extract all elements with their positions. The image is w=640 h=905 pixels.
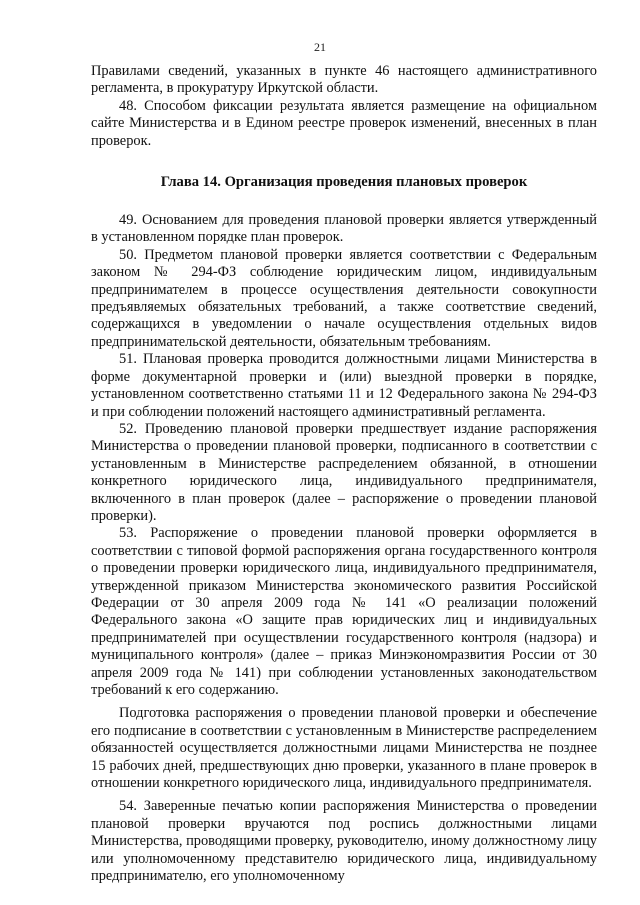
paragraph-50: 50. Предметом плановой проверки является соответствии с Федеральным законом № 294-ФЗ соблюдение юридическим лицом, индивидуальным предпринимателем в процессе осуществления деятельности совокупности предъявляемых обязательных требований, а также соответствие сведений, содержащихся в уведомлении о начале осуществления отдельных видов предпринимательской деятельности, обязательным требованиям. bbox=[91, 246, 597, 350]
paragraph-continuation: Правилами сведений, указанных в пункте 46 настоящего административного регламента, в прокуратуру Иркутской области. bbox=[91, 63, 597, 97]
paragraph-52: 52. Проведению плановой проверки предшествует издание распоряжения Министерства о проведении плановой проверки, подписанного в соответствии с установленным в Министерстве распределением обязанной, в отношении конкретного юридического лица, индивидуального предпринимателя, включенного в план проверок (далее – распоряжение о проведении плановой проверки). bbox=[91, 420, 597, 524]
chapter-heading: Глава 14. Организация проведения плановых проверок bbox=[160, 174, 528, 191]
paragraph-53-continued: Подготовка распоряжения о проведении плановой проверки и обеспечение его подписание в соответствии с установленным в Министерстве распределением обязанностей осуществляется должностными лицами Министерства не позднее 15 рабочих дней, предшествующих дню проверки, указанного в плане проверок в отношении конкретного юридического лица, индивидуального предпринимателя. bbox=[91, 705, 597, 792]
page-number: 21 bbox=[314, 40, 326, 54]
document-body bbox=[91, 63, 597, 885]
paragraph-51: 51. Плановая проверка проводится должностными лицами Министерства в форме документарной проверки и (или) выездной проверки в порядке, установленном соответственно статьями 11 и 12 Федерального закона № 294-ФЗ и при соблюдении положений настоящего административный регламента. bbox=[91, 351, 597, 420]
paragraph-53: 53. Распоряжение о проведении плановой проверки оформляется в соответствии с типовой формой распоряжения органа государственного контроля о проведении проверки юридического лица, индивидуального предпринимателя, утвержденной приказом Министерства экономического развития Российской Федерации от 30 апреля 2009 года № 141 «О реализации положений Федерального закона «О защите прав юридических лиц и индивидуальных предпринимателей при осуществлении государственного контроля (надзора) и муниципального контроля» (далее – приказ Минэкономразвития России от 30 апреля 2009 года № 141) при соблюдении установленных законодательством требований к его содержанию. bbox=[91, 525, 597, 698]
paragraph-48: 48. Способом фиксации результата является размещение на официальном сайте Министерства и в Едином реестре проверок изменений, внесенных в план проверок. bbox=[91, 97, 597, 149]
paragraph-54: 54. Заверенные печатью копии распоряжения Министерства о проведении плановой проверки вручаются под роспись должностными лицами Министерства, проводящими проверку, руководителю, иному должностному лицу или уполномоченному представителю юридического лица, индивидуальному предпринимателю, его уполномоченному bbox=[91, 798, 597, 885]
paragraph-49: 49. Основанием для проведения плановой проверки является утвержденный в установленном порядке план проверок. bbox=[91, 212, 597, 246]
